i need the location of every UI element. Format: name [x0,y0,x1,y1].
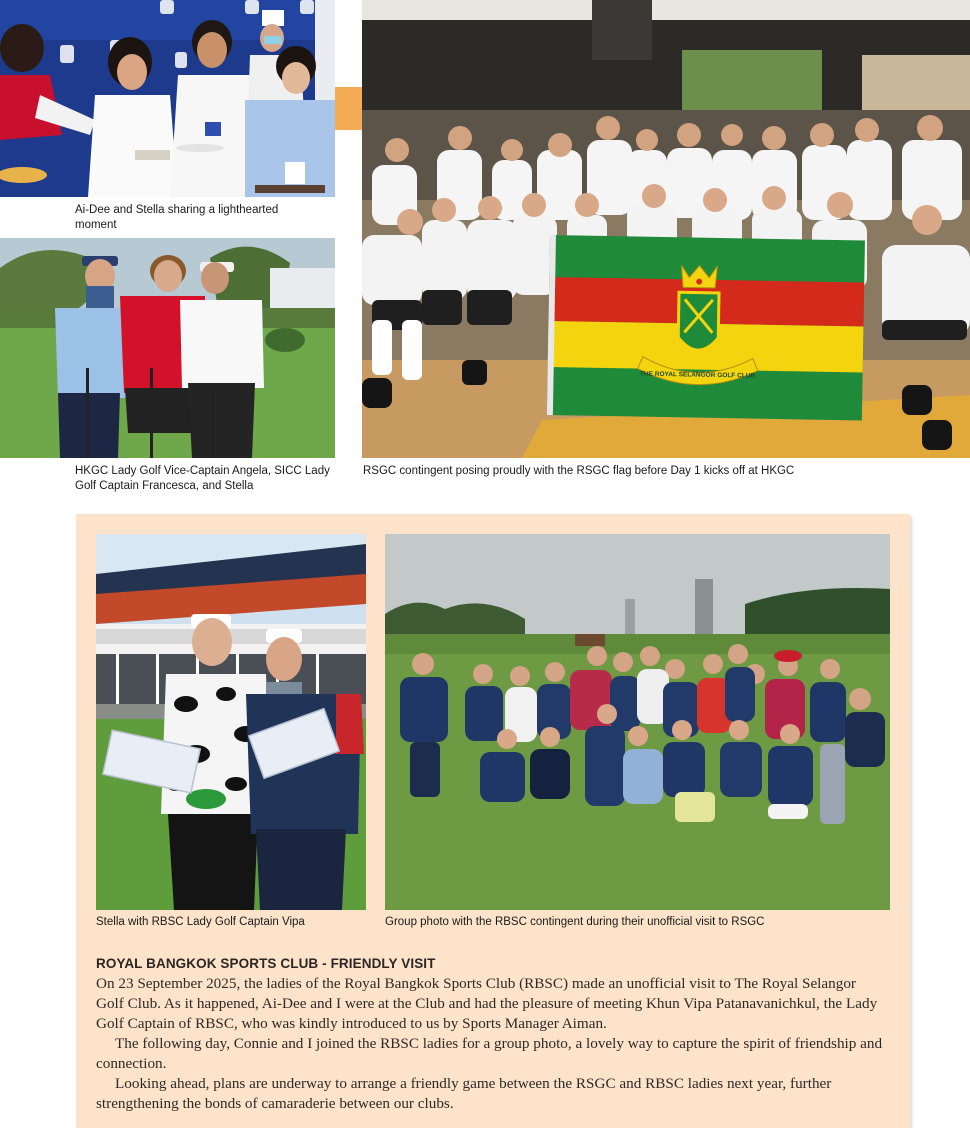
article-heading: ROYAL BANGKOK SPORTS CLUB - FRIENDLY VISIT [96,955,436,972]
caption-ai-dee-stella: Ai-Dee and Stella sharing a lighthearted moment [75,204,279,231]
photo-group-rbsc [385,534,890,910]
photo-stella-vipa [96,534,366,910]
rsgc-flag [547,235,865,420]
article-paragraph-1: On 23 September 2025, the ladies of the Royal Bangkok Sports Club (RBSC) made an unofficial visit to The Royal Selangor Golf Club. As it happened, Ai-Dee and I were at the Club and had the pleasure of meeting Khun Vipa Patanavanichkul, the Lady Golf Captain of RBSC, who was kindly introduced to us by Sports Manager Aiman. [96,975,878,1032]
article-paragraph-2: The following day, Connie and I joined the RBSC ladies for a group photo, a lovely way to capture the spirit of friendship and connection. [96,1035,883,1072]
photo-ai-dee-stella [0,0,335,197]
photo-vice-captain-trio [0,238,335,458]
article-body [96,974,886,1114]
caption-stella-vipa: Stella with RBSC Lady Golf Captain Vipa [96,916,305,928]
article-paragraph-3: Looking ahead, plans are underway to arrange a friendly game between the RSGC and RBSC ladies next year, further strengthening the bonds of camaraderie between our clubs. [96,1075,832,1112]
flag-text: THE ROYAL SELANGOR GOLF CLUB [639,370,756,380]
caption-group-rbsc: Group photo with the RBSC contingent during their unofficial visit to RSGC [385,916,765,928]
accent-bar [335,87,362,130]
caption-vice-captain: HKGC Lady Golf Vice-Captain Angela, SICC Lady Golf Captain Francesca, and Stella [75,465,330,492]
photo-rsgc-flag [362,0,970,458]
caption-rsgc-flag: RSGC contingent posing proudly with the RSGC flag before Day 1 kicks off at HKGC [363,465,795,477]
